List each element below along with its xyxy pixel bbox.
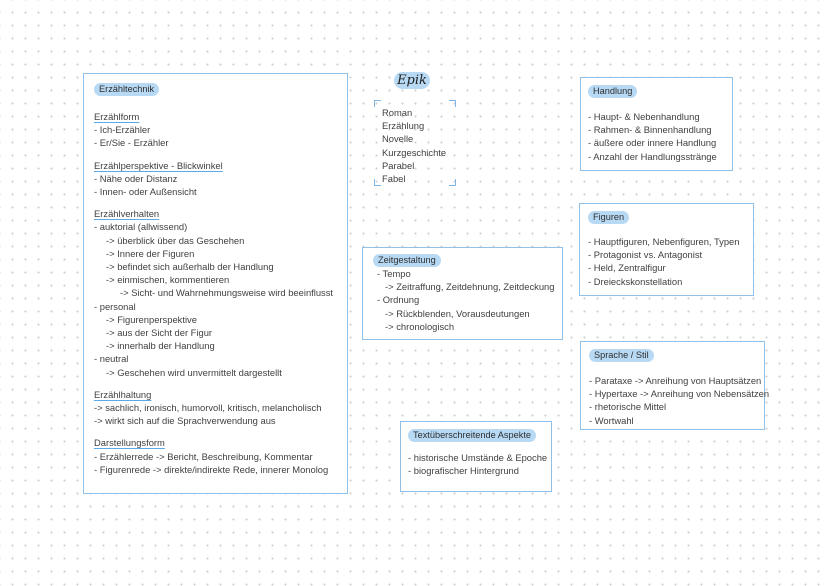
haltung-title: Erzählhaltung: [94, 388, 152, 400]
list-item: - Erzählerrede -> Bericht, Beschreibung, Kommentar: [94, 450, 313, 462]
genre-item: Erzählung: [382, 120, 425, 132]
list-item: - Figurenrede -> direkte/indirekte Rede, innerer Monolog: [94, 463, 329, 475]
list-item: - Nähe oder Distanz: [94, 172, 178, 184]
page-title: Epik: [394, 72, 430, 89]
list-item: - Protagonist vs. Antagonist: [588, 249, 703, 261]
list-item: - rhetorische Mittel: [589, 401, 667, 413]
handlung-heading: Handlung: [588, 85, 637, 98]
list-item: - Held, Zentralfigur: [588, 262, 666, 274]
list-item: - Wortwahl: [589, 414, 634, 426]
list-item: - neutral: [94, 353, 129, 365]
list-item: - Ich-Erzähler: [94, 124, 151, 136]
list-item: -> Geschehen wird unvermittelt dargestellt: [106, 366, 282, 378]
list-item: - personal: [94, 300, 136, 312]
list-item: -> einmischen, kommentieren: [106, 274, 230, 286]
list-item: - Dreieckskonstellation: [588, 275, 683, 287]
textueber-heading: Textüberschreitende Aspekte: [408, 429, 536, 442]
erzaehltechnik-heading: Erzähltechnik: [94, 83, 159, 96]
list-item: -> überblick über das Geschehen: [106, 234, 245, 246]
zeitgestaltung-heading: Zeitgestaltung: [373, 254, 441, 267]
bracket-corner: [374, 100, 381, 107]
erzaehlform-title: Erzählform: [94, 111, 140, 122]
figuren-card: [579, 203, 754, 296]
list-item: -> Sicht- und Wahrnehmungsweise wird beeinflusst: [120, 287, 334, 299]
list-item: -> sachlich, ironisch, humorvoll, kritisch, melancholisch: [94, 402, 322, 414]
list-item: - Rahmen- & Binnenhandlung: [588, 124, 712, 136]
bracket-corner: [449, 100, 456, 107]
list-item: - Innen- oder Außensicht: [94, 186, 197, 198]
list-item: -> innerhalb der Handlung: [106, 340, 215, 352]
perspektive-title: Erzählperspektive - Blickwinkel: [94, 159, 223, 171]
list-item: -> chronologisch: [385, 320, 455, 332]
list-item: - Tempo: [377, 268, 411, 279]
list-item: - Er/Sie - Erzähler: [94, 137, 169, 149]
verhalten-title: Erzählverhalten: [94, 208, 160, 220]
textueber-card: [400, 421, 552, 492]
list-item: -> wirkt sich auf die Sprachverwendung aus: [94, 415, 276, 427]
list-item: - äußere oder innere Handlung: [588, 137, 717, 149]
list-item: - biografischer Hintergrund: [408, 465, 519, 477]
list-item: - Anzahl der Handlungsstränge: [588, 150, 717, 162]
list-item: -> Rückblenden, Vorausdeutungen: [385, 307, 530, 319]
list-item: - Haupt- & Nebenhandlung: [588, 111, 700, 122]
bracket-corner: [449, 179, 456, 186]
list-item: -> Figurenperspektive: [106, 313, 197, 325]
genre-item: Novelle: [382, 133, 414, 145]
handlung-card: [580, 77, 733, 171]
genre-item: Parabel: [382, 159, 415, 171]
list-item: - Ordnung: [377, 294, 420, 306]
list-item: - Parataxe -> Anreihung von Hauptsätzen: [589, 375, 762, 386]
list-item: -> Zeitraffung, Zeitdehnung, Zeitdeckung: [385, 281, 555, 293]
list-item: -> befindet sich außerhalb der Handlung: [106, 261, 274, 273]
sprache-heading: Sprache / Stil: [589, 349, 654, 362]
zeitgestaltung-card: [362, 247, 563, 340]
list-item: - Hypertaxe -> Anreihung von Nebensätzen: [589, 388, 770, 400]
list-item: -> Innere der Figuren: [106, 247, 195, 259]
list-item: - historische Umstände & Epoche: [408, 452, 548, 463]
darstellung-title: Darstellungsform: [94, 437, 165, 449]
genre-list: [374, 100, 456, 186]
erzaehltechnik-card: [83, 73, 348, 494]
list-item: -> aus der Sicht der Figur: [106, 327, 213, 339]
list-item: - auktorial (allwissend): [94, 221, 188, 233]
sprache-card: [580, 341, 770, 430]
genre-item: Fabel: [382, 173, 406, 185]
bracket-corner: [374, 179, 381, 186]
list-item: - Hauptfiguren, Nebenfiguren, Typen: [588, 236, 740, 247]
figuren-heading: Figuren: [588, 211, 629, 224]
genre-item: Roman: [382, 107, 413, 118]
genre-item: Kurzgeschichte: [382, 146, 447, 158]
